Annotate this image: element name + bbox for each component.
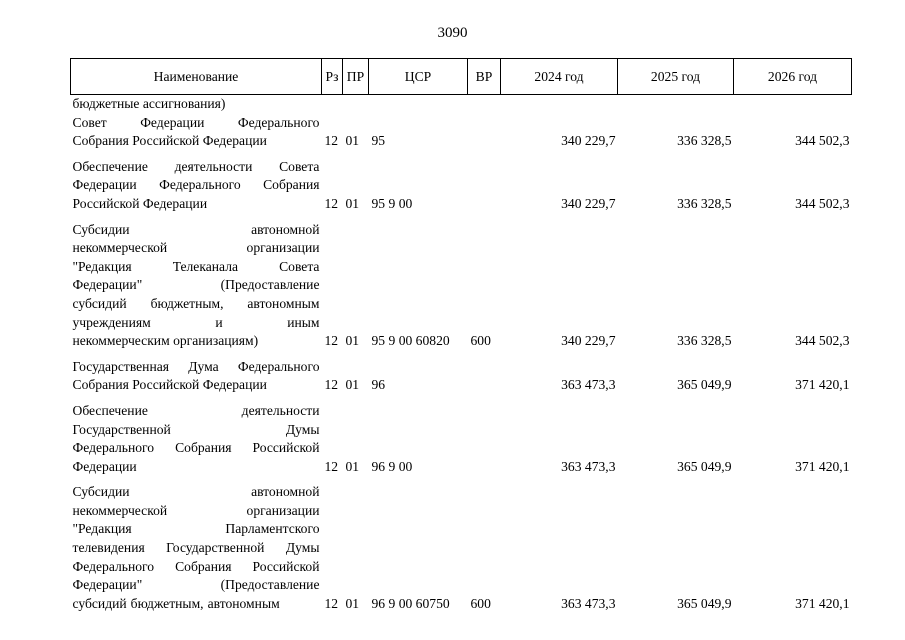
row-rz: 12 [324,195,339,211]
row-2024: 363 473,3 [561,595,616,611]
row-name [71,402,322,483]
name-word: бюджетным, [150,295,224,311]
page-number: 3090 [437,25,468,41]
name-word: Субсидии [72,484,130,500]
row-2025: 336 328,5 [677,333,732,349]
table-row [71,483,852,620]
name-word: Федерального [72,440,155,456]
row-vr: 600 [470,333,491,349]
name-word: Федерального [237,114,320,130]
row-rz: 12 [324,595,339,611]
row-csr: 95 [371,133,386,149]
header-pr: ПР [343,59,369,95]
header-vr: ВР [468,59,501,95]
name-word: автономным [207,595,280,611]
row-csr: 95 9 00 60820 [371,333,450,349]
row-pr: 01 [345,458,360,474]
row-2025: 365 049,9 [677,458,732,474]
header-name: Наименование [71,59,322,95]
header-rz: Рз [322,59,343,95]
row-2026: 371 420,1 [795,595,850,611]
continuation-row [71,95,852,114]
name-word: деятельности [241,402,320,418]
continuation-text: бюджетные ассигнования) [72,96,226,111]
name-word: автономным [247,295,320,311]
name-word: Обеспечение [72,158,148,174]
row-name [71,483,322,620]
name-word: автономной [251,221,320,237]
name-word: некоммерческим организациям) [72,333,259,349]
name-word: Федерального [159,177,241,193]
name-word: субсидий [72,295,127,311]
row-2024: 363 473,3 [561,377,616,393]
row-2026: 344 502,3 [795,333,850,349]
row-2025: 336 328,5 [677,133,732,149]
header-2024: 2024 год [501,59,618,95]
table-row [71,358,852,402]
name-word: Собрания Российской Федерации [72,377,267,393]
name-word: Собрания [263,177,320,193]
row-2026: 344 502,3 [795,133,850,149]
row-name [71,114,322,158]
name-word: Совет [72,114,107,130]
name-word: деятельности [174,158,253,174]
row-2025: 336 328,5 [677,195,732,211]
name-word: Федерации [72,177,137,193]
row-2024: 340 229,7 [561,133,616,149]
table-row [71,221,852,358]
name-word: Федерального [72,558,155,574]
header-2025: 2025 год [618,59,734,95]
name-word: Совета [279,258,320,274]
row-vr [468,158,501,221]
name-word: некоммерческой [72,240,168,256]
row-name [71,221,322,358]
name-word: Думы [285,421,320,437]
row-vr: 600 [470,595,491,611]
row-2024: 363 473,3 [561,458,616,474]
name-word: организации [246,240,320,256]
row-rz: 12 [324,377,339,393]
row-name [71,158,322,221]
name-word: Федерации" [72,577,143,593]
row-2024: 340 229,7 [561,333,616,349]
row-rz: 12 [324,333,339,349]
row-rz: 12 [324,133,339,149]
row-2026: 371 420,1 [795,458,850,474]
name-word: учреждениям [72,314,151,330]
name-word: Совета [279,158,320,174]
row-2025: 365 049,9 [677,595,732,611]
table-row [71,114,852,158]
row-vr [468,402,501,483]
name-word: (Предоставление [220,277,320,293]
row-pr: 01 [345,595,360,611]
name-word: Телеканала [172,258,239,274]
row-csr: 95 9 00 [371,195,413,211]
name-word: автономной [251,484,320,500]
row-2025: 365 049,9 [677,377,732,393]
name-word: бюджетным, [130,595,204,611]
name-word: иным [287,314,320,330]
name-word: Государственной [166,540,265,556]
row-vr [468,114,501,158]
name-word: телевидения [72,540,145,556]
name-word: некоммерческой [72,502,168,518]
row-2026: 371 420,1 [795,377,850,393]
name-word: Российской Федерации [72,195,208,211]
name-word: субсидий [72,595,127,611]
row-pr: 01 [345,333,360,349]
row-csr: 96 [371,377,386,393]
row-2026: 344 502,3 [795,195,850,211]
row-csr: 96 9 00 60750 [371,595,450,611]
name-word: "Редакция [72,258,132,274]
name-word: Дума [188,358,219,374]
row-pr: 01 [345,377,360,393]
row-vr [468,358,501,402]
name-word: (Предоставление [220,577,320,593]
table-row [71,402,852,483]
table-row [71,158,852,221]
name-word: Обеспечение [72,402,148,418]
name-word: Федерации [140,114,205,130]
name-word: Федерального [237,358,320,374]
name-word: Собрания [175,558,232,574]
name-word: Федерации" [72,277,143,293]
row-csr: 96 9 00 [371,458,413,474]
name-word: Парламентского [225,521,320,537]
name-word: Федерации [72,458,137,474]
name-word: Российской [252,558,320,574]
header-2026: 2026 год [734,59,852,95]
row-pr: 01 [345,195,360,211]
name-word: Субсидии [72,221,130,237]
name-word: организации [246,502,320,518]
name-word: Государственная [72,358,170,374]
name-word: Собрания [175,440,232,456]
budget-table [70,58,852,620]
row-pr: 01 [345,133,360,149]
name-word: Думы [285,540,320,556]
name-word: Российской [252,440,320,456]
table-header [71,59,852,95]
row-rz: 12 [324,458,339,474]
header-csr: ЦСР [369,59,468,95]
name-word: "Редакция [72,521,132,537]
table-body [71,95,852,621]
row-2024: 340 229,7 [561,195,616,211]
name-word: Собрания Российской Федерации [72,133,267,149]
name-word: и [215,314,223,330]
name-word: Государственной [72,421,171,437]
row-name [71,358,322,402]
